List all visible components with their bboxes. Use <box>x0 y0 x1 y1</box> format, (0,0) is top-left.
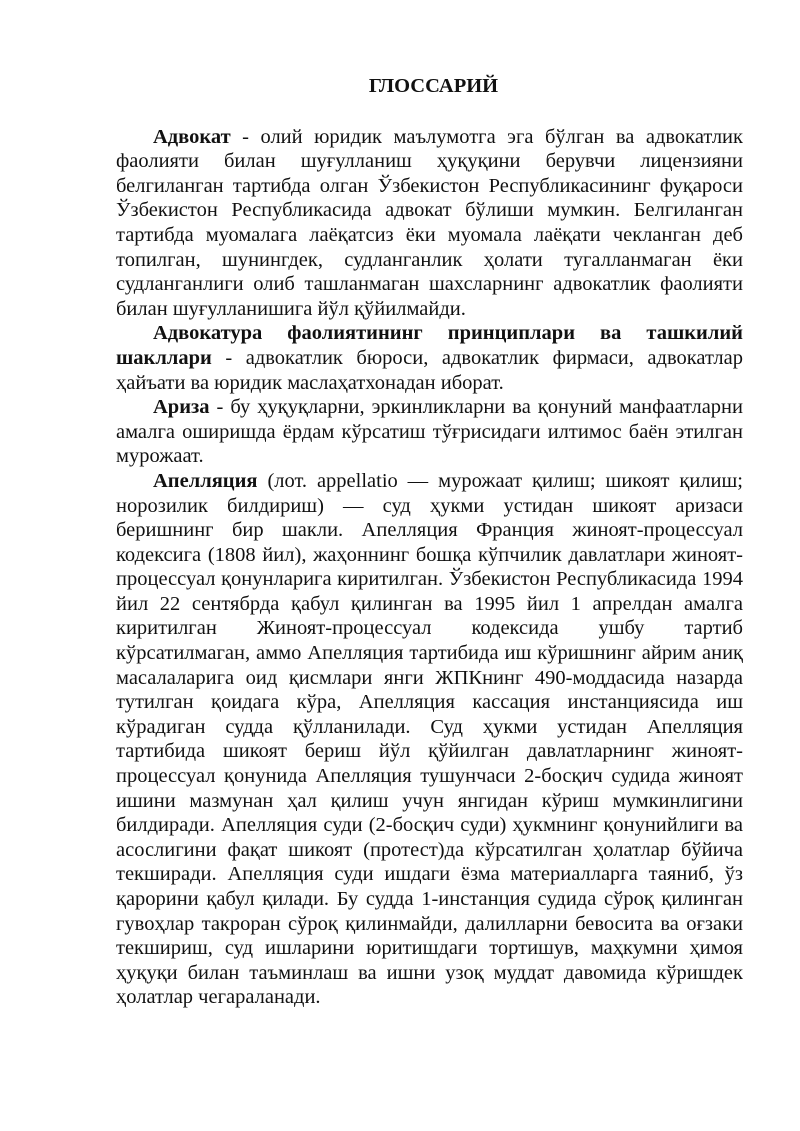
glossary-definition: - бу ҳуқуқларни, эркинликларни ва қонуний манфаатларни амалга оширишда ёрдам кўрсатиш тўғрисидаги илтимос баён этилган мурожаат. <box>116 396 743 468</box>
glossary-term: Адвокат <box>153 125 231 148</box>
glossary-definition: - адвокатлик бюроси, адвокатлик фирмаси, адвокатлар ҳайъати ва юридик маслаҳатхонадан иборат. <box>116 346 743 394</box>
glossary-entry-advokat <box>116 125 743 322</box>
document-page <box>116 74 743 1010</box>
glossary-term: Апелляция <box>153 469 258 492</box>
glossary-definition: - олий юридик маълумотга эга бўлган ва адвокатлик фаолияти билан шуғулланиш ҳуқуқини берувчи лицензияни белгиланган тартибда олган Ўзбекистон Республикасининг фуқароси Ўзбекистон Республикасида адвокат бўлиши мумкин. Белгиланган тартибда муомалага лаёқатсиз ёки муомала лаёқати чекланган деб топилган, шунингдек, судланганлик ҳолати тугалланмаган ёки судланганлиги олиб ташланмаган шахсларнинг адвокатлик фаолияти билан шуғулланишига йўл қўйилмайди. <box>116 125 743 320</box>
glossary-entry-advokatura <box>116 321 743 395</box>
document-title: ГЛОССАРИЙ <box>368 75 499 97</box>
glossary-entry-appellyatsiya <box>116 469 743 1010</box>
glossary-term: Ариза <box>153 396 210 419</box>
glossary-entry-ariza <box>116 395 743 469</box>
glossary-term: Адвокатура фаолиятининг принциплари ва ташкилий шакллари <box>116 322 743 369</box>
glossary-definition: (лот. appellatio — мурожаат қилиш; шикоят қилиш; норозилик билдириш) — суд ҳукми устидан шикоят аризаси беришнинг бир шакли. Апелляция Франция жиноят-процессуал кодексига (1808 йил), жаҳоннинг бошқа кўпчилик давлатлари жиноят-процессуал қонунларига киритилган. Ўзбекистон Республикасида 1994 йил 22 сентябрда қабул қилинган ва 1995 йил 1 апрелдан амалга киритилган Жиноят-процессуал кодексида ушбу тартиб кўрсатилмаган, аммо Апелляция тартибида иш кўришнинг айрим аниқ масалаларига оид қисмлари янги ЖПКнинг 490-моддасида назарда тутилган қоидага кўра, Апелляция кассация инстанциясида иш кўрадиган судда қўлланилади. Суд ҳукми устидан Апелляция тартибида шикоят бериш йўл қўйилган давлатларнинг жиноят-процессуал қонунида Апелляция тушунчаси 2-босқич судида жиноят ишини мазмунан ҳал қилиш учун янгидан кўриш мумкинлигини билдиради. Апелляция суди (2-босқич суди) ҳукмнинг қонунийлиги ва асослигини фақат шикоят (протест)да кўрсатилган ҳолатлар бўйича текширади. Апелляция суди ишдаги ёзма материалларга таяниб, ўз қарорини қабул қилади. Бу судда 1-инстанция судида сўроқ қилинган гувоҳлар такроран сўроқ қилинмайди, далилларни бевосита ва оғзаки текшириш, суд ишларини юритишдаги тортишув, маҳкумни ҳимоя ҳуқуқи билан таъминлаш ва ишни узоқ муддат давомида кўришдек ҳолатлар чегараланади. <box>116 469 743 1009</box>
